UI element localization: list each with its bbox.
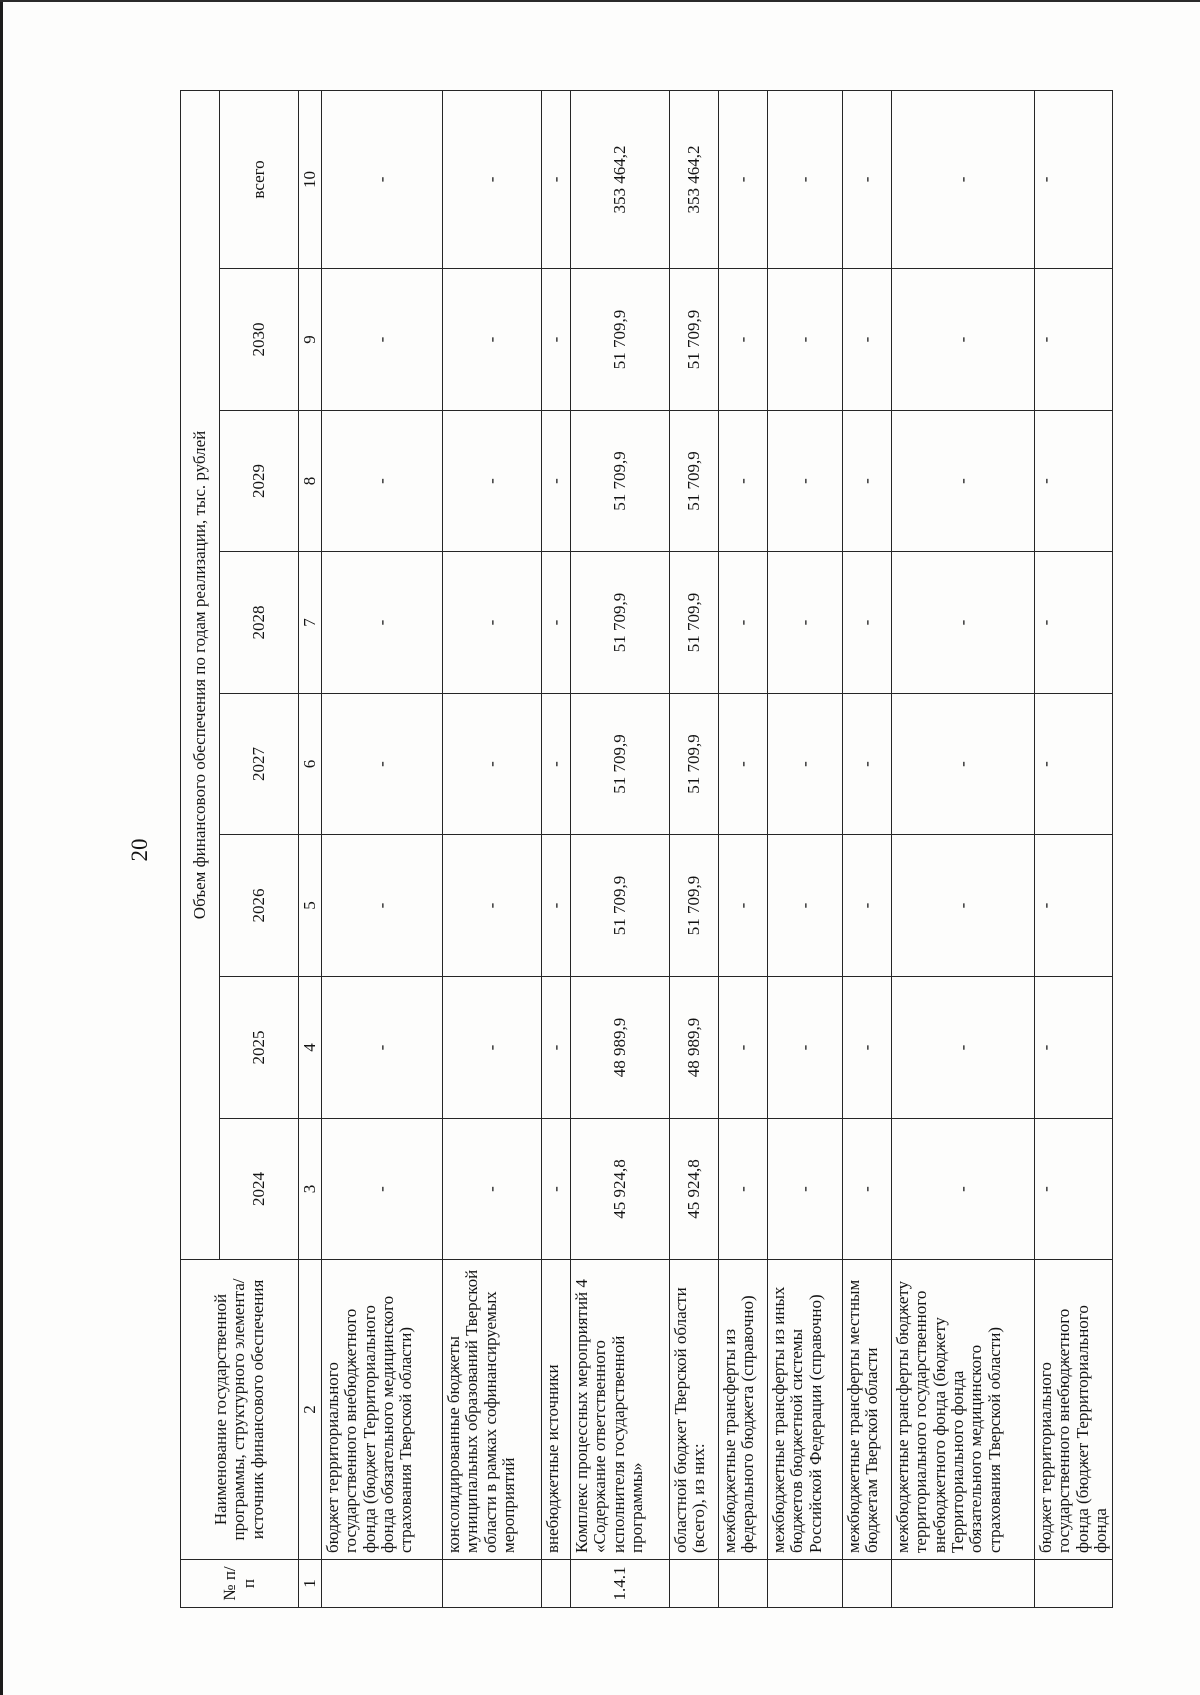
row-value: - — [768, 835, 843, 977]
row-number — [670, 1560, 719, 1608]
row-name: областной бюджет Тверской области (всего), из них: — [670, 1260, 719, 1560]
row-value: - — [768, 1119, 843, 1260]
row-value: - — [843, 1119, 892, 1260]
header-row-group — [181, 90, 220, 1607]
row-value: - — [843, 835, 892, 977]
row-name: межбюджетные трансферты из федерального бюджета (справочно) — [719, 1260, 768, 1560]
row-value: - — [1035, 269, 1113, 411]
row-value: - — [542, 835, 571, 977]
row-number — [768, 1560, 843, 1608]
row-name: Комплекс процессных мероприятий 4 «Содержание ответственного исполнителя государственной программы» — [571, 1260, 670, 1560]
row-value: - — [843, 694, 892, 835]
row-value: 51 709,9 — [670, 694, 719, 835]
row-value: - — [542, 411, 571, 552]
row-value: - — [892, 1119, 1035, 1260]
row-value: 45 924,8 — [571, 1119, 670, 1260]
column-index: 8 — [299, 411, 322, 552]
row-value: - — [843, 411, 892, 552]
table-row — [843, 90, 892, 1607]
row-total: - — [1035, 90, 1113, 268]
row-value: - — [443, 835, 542, 977]
row-number — [892, 1560, 1035, 1608]
row-value: - — [542, 269, 571, 411]
row-value: 51 709,9 — [571, 835, 670, 977]
row-value: - — [719, 269, 768, 411]
column-index: 4 — [299, 977, 322, 1119]
row-value: - — [843, 552, 892, 694]
row-value: - — [892, 411, 1035, 552]
row-value: - — [542, 977, 571, 1119]
column-index: 2 — [299, 1260, 322, 1560]
row-total: 353 464,2 — [670, 90, 719, 268]
header-financing-group: Объем финансового обеспечения по годам реализации, тыс. рублей — [181, 90, 220, 1259]
row-value: 45 924,8 — [670, 1119, 719, 1260]
row-value: - — [443, 694, 542, 835]
row-number: 1.4.1 — [571, 1560, 670, 1608]
row-total: - — [719, 90, 768, 268]
column-index: 3 — [299, 1119, 322, 1260]
row-number — [542, 1560, 571, 1608]
row-value: - — [443, 269, 542, 411]
row-value: - — [443, 552, 542, 694]
row-value: - — [892, 269, 1035, 411]
row-name: консолидированные бюджеты муниципальных образований Тверской области в рамках софинансируемых мероприятий — [443, 1260, 542, 1560]
table-row — [719, 90, 768, 1607]
row-value: 51 709,9 — [670, 835, 719, 977]
header-year: 2027 — [220, 694, 299, 835]
row-value: 51 709,9 — [670, 269, 719, 411]
row-value: - — [322, 411, 443, 552]
header-name: Наименование государственной программы, структурного элемента/источник финансового обеспечения — [181, 1260, 299, 1560]
row-number — [322, 1560, 443, 1608]
row-value: - — [322, 269, 443, 411]
row-total: 353 464,2 — [571, 90, 670, 268]
row-name: межбюджетные трансферты бюджету территориального государственного внебюджетного фонда (бюджету Территориального фонда обязательного медицинского страхования Тверской области) — [892, 1260, 1035, 1560]
table-row — [443, 90, 542, 1607]
header-year: 2024 — [220, 1119, 299, 1260]
column-index: 1 — [299, 1560, 322, 1608]
header-year: 2025 — [220, 977, 299, 1119]
row-value: - — [322, 694, 443, 835]
table-row — [571, 90, 670, 1607]
row-number — [443, 1560, 542, 1608]
row-name: внебюджетные источники — [542, 1260, 571, 1560]
row-total: - — [843, 90, 892, 268]
header-num: № п/п — [181, 1560, 299, 1608]
row-value: - — [768, 977, 843, 1119]
column-index: 10 — [299, 90, 322, 268]
header-year: 2030 — [220, 269, 299, 411]
row-value: - — [768, 694, 843, 835]
row-value: - — [1035, 977, 1113, 1119]
row-value: - — [443, 1119, 542, 1260]
row-number — [719, 1560, 768, 1608]
row-value: - — [892, 694, 1035, 835]
row-name: межбюджетные трансферты местным бюджетам Тверской области — [843, 1260, 892, 1560]
row-value: - — [542, 552, 571, 694]
table-row — [768, 90, 843, 1607]
row-name: межбюджетные трансферты из иных бюджетов бюджетной системы Российской Федерации (справочно) — [768, 1260, 843, 1560]
row-value: - — [843, 977, 892, 1119]
row-value: 48 989,9 — [670, 977, 719, 1119]
row-total: - — [892, 90, 1035, 268]
row-total: - — [542, 90, 571, 268]
row-total: - — [768, 90, 843, 268]
column-index-row — [299, 90, 322, 1607]
row-value: - — [1035, 1119, 1113, 1260]
row-number — [843, 1560, 892, 1608]
row-value: 51 709,9 — [670, 552, 719, 694]
column-index: 9 — [299, 269, 322, 411]
row-value: - — [719, 835, 768, 977]
row-value: 51 709,9 — [670, 411, 719, 552]
row-value: - — [719, 694, 768, 835]
column-index: 7 — [299, 552, 322, 694]
row-value: 51 709,9 — [571, 411, 670, 552]
row-value: - — [322, 552, 443, 694]
row-total: - — [443, 90, 542, 268]
row-value: - — [719, 977, 768, 1119]
row-value: 51 709,9 — [571, 694, 670, 835]
row-value: - — [719, 1119, 768, 1260]
row-value: - — [322, 977, 443, 1119]
row-value: - — [768, 552, 843, 694]
row-number — [1035, 1560, 1113, 1608]
row-total: - — [322, 90, 443, 268]
scan-left-edge — [0, 0, 3, 1695]
row-value: 51 709,9 — [571, 552, 670, 694]
row-value: - — [542, 694, 571, 835]
financing-table — [180, 90, 1113, 1608]
row-value: 48 989,9 — [571, 977, 670, 1119]
row-value: - — [322, 1119, 443, 1260]
header-year: 2029 — [220, 411, 299, 552]
row-value: - — [719, 552, 768, 694]
table-row — [542, 90, 571, 1607]
row-value: - — [443, 977, 542, 1119]
row-value: - — [1035, 552, 1113, 694]
page-number: 20 — [127, 838, 152, 862]
row-value: - — [719, 411, 768, 552]
table-row — [322, 90, 443, 1607]
row-value: - — [892, 977, 1035, 1119]
table-row — [892, 90, 1035, 1607]
row-value: - — [843, 269, 892, 411]
table-row — [670, 90, 719, 1607]
row-value: - — [892, 552, 1035, 694]
row-value: 51 709,9 — [571, 269, 670, 411]
column-index: 6 — [299, 694, 322, 835]
table-row — [1035, 90, 1113, 1607]
header-year: 2026 — [220, 835, 299, 977]
row-name: бюджет территориального государственного внебюджетного фонда (бюджет Территориального фонда обязательного медицинского страхования Тверской области) — [322, 1260, 443, 1560]
row-value: - — [322, 835, 443, 977]
row-value: - — [443, 411, 542, 552]
row-value: - — [542, 1119, 571, 1260]
scan-top-edge — [0, 0, 1200, 2]
row-value: - — [1035, 694, 1113, 835]
row-value: - — [768, 269, 843, 411]
row-value: - — [1035, 835, 1113, 977]
row-value: - — [892, 835, 1035, 977]
row-value: - — [1035, 411, 1113, 552]
column-index: 5 — [299, 835, 322, 977]
row-name: бюджет территориального государственного внебюджетного фонда (бюджет Территориального фонда — [1035, 1260, 1113, 1560]
row-value: - — [768, 411, 843, 552]
header-total: всего — [220, 90, 299, 268]
rotated-table-sheet — [180, 91, 1111, 1608]
header-year: 2028 — [220, 552, 299, 694]
